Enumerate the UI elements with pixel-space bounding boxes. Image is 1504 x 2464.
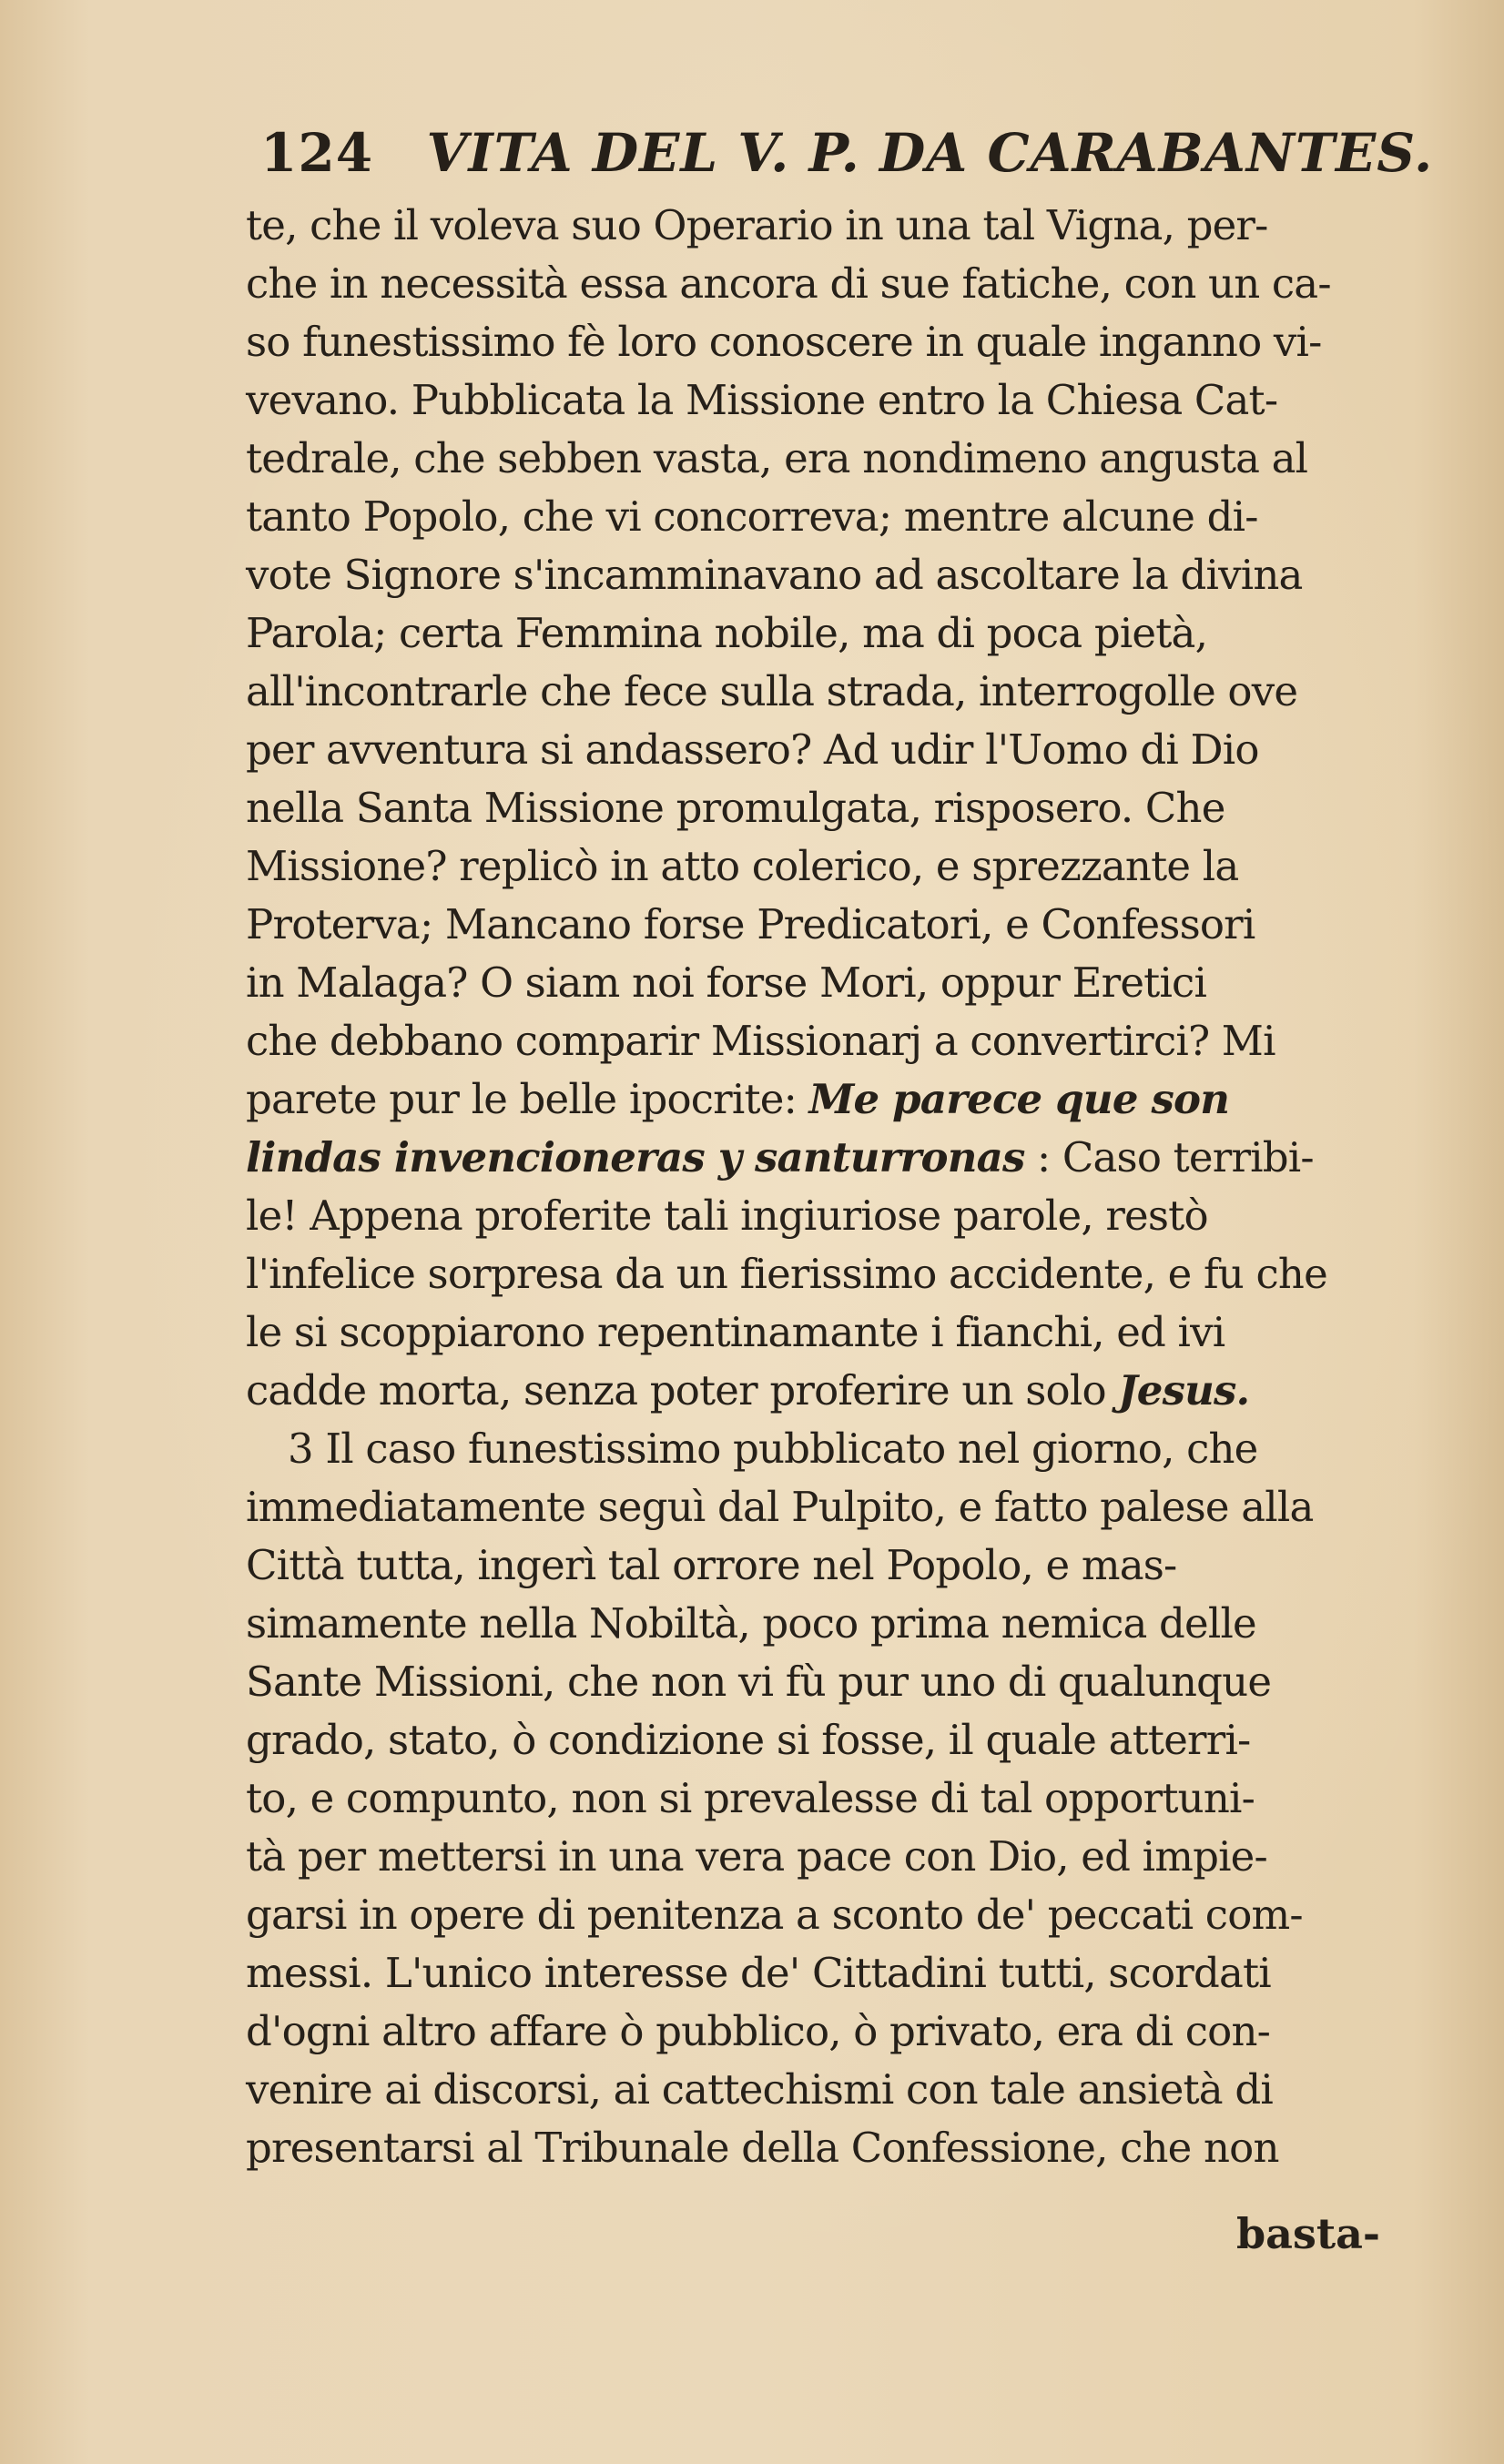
- page-number: 124: [260, 122, 374, 184]
- text-line: simamente nella Nobiltà, poco prima nemica delle: [246, 1599, 1256, 1648]
- text-line: per avventura si andassero? Ad udir l'Uomo di Dio: [246, 725, 1259, 774]
- text-line: Proterva; Mancano forse Predicatori, e Confessori: [246, 900, 1255, 948]
- text-line: nella Santa Missione promulgata, risposero. Che: [246, 784, 1225, 832]
- text-line: to, e compunto, non si prevalesse di tal opportuni-: [246, 1774, 1255, 1822]
- catchword: basta-: [1236, 2209, 1381, 2258]
- body-text: [246, 197, 1484, 2177]
- text-line: [246, 1129, 1484, 1187]
- text-line: so funestissimo fè loro conoscere in quale inganno vi-: [246, 318, 1322, 366]
- text-line: messi. L'unico interesse de' Cittadini tutti, scordati: [246, 1949, 1271, 1997]
- text-segment: cadde morta, senza poter proferire un solo: [246, 1366, 1119, 1415]
- jesus-word: Jesus.: [1118, 1366, 1250, 1415]
- text-line: in Malaga? O siam noi forse Mori, oppur Eretici: [246, 958, 1207, 1007]
- text-line: grado, stato, ò condizione si fosse, il quale atterri-: [246, 1716, 1251, 1764]
- text-line: presentarsi al Tribunale della Confessione, che non: [246, 2124, 1279, 2172]
- text-line: venire ai discorsi, ai cattechismi con tale ansietà di: [246, 2065, 1273, 2114]
- text-line: che debbano comparir Missionarj a convertirci? Mi: [246, 1017, 1275, 1065]
- running-head: [260, 117, 1434, 189]
- text-line: vote Signore s'incamminavano ad ascoltare la divina: [246, 551, 1303, 599]
- text-line: Parola; certa Femmina nobile, ma di poca pietà,: [246, 609, 1208, 657]
- spanish-quote: Me parece que son: [808, 1075, 1230, 1123]
- spanish-quote-continued: lindas invencioneras y santurronas: [246, 1133, 1025, 1181]
- text-line: te, che il voleva suo Operario in una tal Vigna, per-: [246, 201, 1268, 249]
- text-segment: : Caso terribi-: [1024, 1133, 1314, 1181]
- text-line: le si scoppiarono repentinamante i fianchi, ed ivi: [246, 1308, 1225, 1356]
- paragraph-3-first-line: 3 Il caso funestissimo pubblicato nel giorno, che: [288, 1425, 1258, 1473]
- text-line: Sante Missioni, che non vi fù pur uno di qualunque: [246, 1658, 1272, 1706]
- text-line: vevano. Pubblicata la Missione entro la Chiesa Cat-: [246, 376, 1278, 424]
- text-line: che in necessità essa ancora di sue fatiche, con un ca-: [246, 259, 1331, 308]
- text-line: l'infelice sorpresa da un fierissimo accidente, e fu che: [246, 1250, 1327, 1298]
- text-line: [246, 1070, 1484, 1129]
- text-line: Missione? replicò in atto colerico, e sprezzante la: [246, 842, 1239, 890]
- running-title: VITA DEL V. P. DA CARABANTES.: [426, 122, 1434, 184]
- text-line: immediatamente seguì dal Pulpito, e fatto palese alla: [246, 1483, 1314, 1531]
- text-line: tedrale, che sebben vasta, era nondimeno angusta al: [246, 434, 1308, 482]
- text-line: d'ogni altro affare ò pubblico, ò privato, era di con-: [246, 2007, 1271, 2055]
- text-line: [246, 1362, 1484, 1420]
- text-line: tà per mettersi in una vera pace con Dio, ed impie-: [246, 1832, 1267, 1881]
- text-line: le! Appena proferite tali ingiuriose parole, restò: [246, 1191, 1208, 1240]
- text-line: garsi in opere di penitenza a sconto de' peccati com-: [246, 1891, 1303, 1939]
- text-line: all'incontrarle che fece sulla strada, interrogolle ove: [246, 667, 1298, 715]
- text-segment: parete pur le belle ipocrite:: [246, 1075, 809, 1123]
- text-line: tanto Popolo, che vi concorreva; mentre alcune di-: [246, 492, 1258, 541]
- text-line: Città tutta, ingerì tal orrore nel Popolo, e mas-: [246, 1541, 1177, 1589]
